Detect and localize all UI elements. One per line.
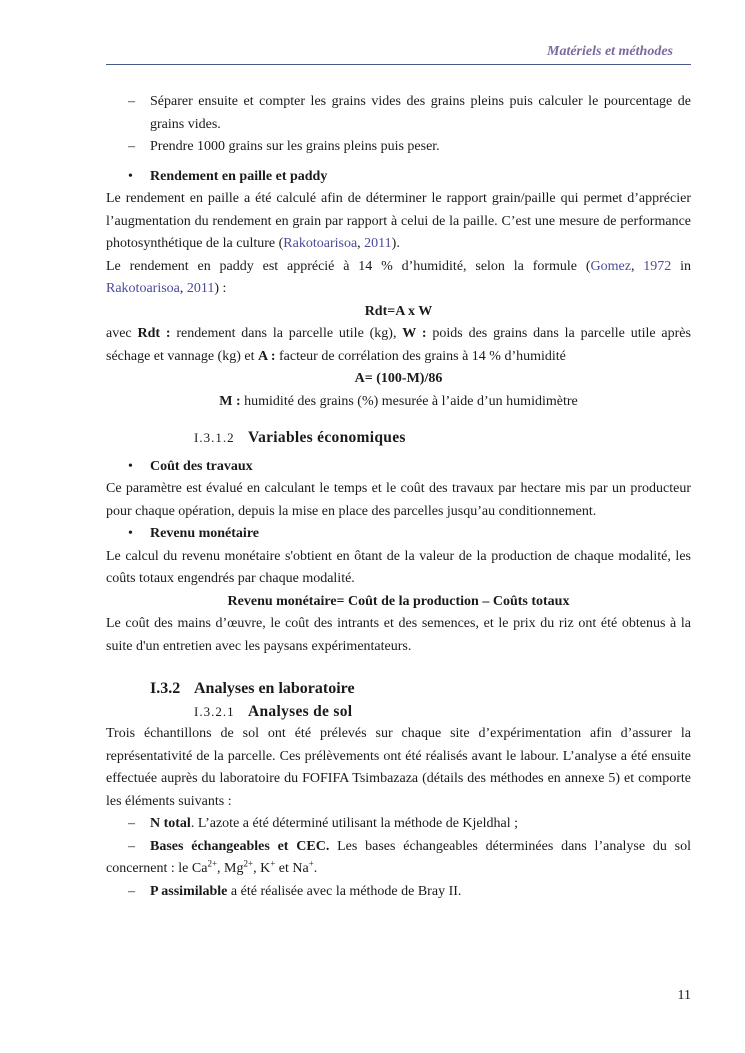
section-number: I.3.2.1: [194, 703, 235, 719]
paragraph-sol: Trois échantillons de sol ont été prélevés sur chaque site d’expérimentation afin d’assurer la représentativité de la parcelle. Ces prélèvements ont été réalisés avant le labour. L’analyse a été ensuite effectuée auprès du laboratoire du FOFIFA Tsimbazaza (détails des méthodes en annexe 5) et comporte les éléments suivants :: [106, 726, 691, 809]
section-title: Variables économiques: [248, 429, 406, 446]
citation-year[interactable]: 2011: [186, 281, 215, 296]
section-number: I.3.1.2: [194, 430, 235, 445]
dash-icon: –: [128, 94, 135, 109]
text-fragment: et Na: [275, 861, 309, 876]
text-fragment: ).: [391, 236, 400, 251]
list-item-dash: [106, 136, 691, 159]
text-fragment: .: [313, 861, 318, 876]
bullet-heading: [106, 166, 691, 189]
paragraph-paille: [106, 188, 691, 256]
dash-icon: –: [128, 883, 135, 899]
bullet-icon: •: [128, 526, 133, 541]
dash-icon: –: [128, 838, 135, 854]
citation-link[interactable]: Gomez: [590, 258, 631, 274]
paragraph-text: Le rendement en paddy est apprécié à 14 % d’humidité, selon la formule (: [106, 258, 591, 274]
bullet-heading: [106, 523, 691, 546]
variable-m-definition: [106, 391, 691, 414]
citation-link[interactable]: Rakotoarisoa: [283, 236, 358, 251]
paragraph-paddy: [106, 256, 691, 301]
text-fragment: in: [671, 258, 692, 274]
list-item-label: Bases échangeables et CEC.: [150, 838, 330, 854]
superscript: +: [308, 858, 314, 869]
text-fragment: ,: [357, 236, 365, 251]
dash-icon: –: [128, 139, 135, 154]
variable-label: W :: [402, 326, 427, 341]
list-item-dash: [106, 881, 691, 904]
list-item-label: N total: [150, 816, 191, 831]
variable-label: M :: [219, 393, 241, 409]
text-fragment: ) :: [214, 281, 227, 296]
formula-rdt: Rdt=A x W: [364, 303, 433, 319]
superscript: 2+: [243, 858, 254, 869]
list-item-text: . L’azote a été déterminé utilisant la méthode de Kjeldhal ;: [190, 816, 519, 831]
bullet-heading-text: Revenu monétaire: [150, 526, 259, 541]
bullet-icon: •: [128, 458, 133, 474]
page-header: [106, 44, 691, 65]
citation-year[interactable]: 2011: [364, 236, 392, 251]
text-fragment: poids des grains dans la parcelle utile après séchage et vannage (kg) et: [106, 326, 691, 364]
list-item-dash-wrap: [106, 836, 691, 881]
header-title: Matériels et méthodes: [547, 44, 673, 59]
list-item-text: Les bases échangeables déterminées dans l’analyse du sol concernent : le Ca: [106, 838, 692, 876]
text-fragment: humidité des grains (%) mesurée à l’aide d’un humidimètre: [240, 393, 578, 409]
section-heading-1312: [106, 427, 691, 450]
variable-label: Rdt :: [137, 326, 171, 341]
bullet-icon: •: [128, 168, 133, 184]
paragraph-revenu: Le calcul du revenu monétaire s'obtient en ôtant de la valeur de la production de chaque modalité, les coûts totaux engendrés par chaque modalité.: [106, 548, 691, 586]
text-fragment: facteur de corrélation des grains à 14 % d’humidité: [275, 348, 566, 364]
text-fragment: , K: [253, 861, 271, 876]
list-item-text: Prendre 1000 grains sur les grains pleins puis peser.: [150, 139, 440, 154]
paragraph-variables: [106, 323, 691, 368]
page-number: 11: [677, 988, 691, 1003]
citation-year[interactable]: 1972: [643, 258, 672, 274]
list-item-text: a été réalisée avec la méthode de Bray II.: [227, 883, 462, 899]
text-fragment: , Mg: [217, 861, 244, 876]
section-title: Analyses de sol: [248, 702, 353, 720]
list-item-dash: [106, 813, 691, 836]
section-heading-1321: [106, 701, 691, 724]
text-fragment: ,: [630, 258, 644, 274]
document-body: [106, 91, 691, 903]
bullet-heading-text: Coût des travaux: [150, 458, 253, 474]
citation-link[interactable]: Rakotoarisoa: [106, 281, 180, 296]
variable-label: A :: [257, 348, 276, 364]
paragraph-cout: Ce paramètre est évalué en calculant le temps et le coût des travaux par hectare mis par un producteur pour chaque opération, depuis la mise en place des parcelles jusqu’au conditionnement.: [106, 481, 691, 519]
list-item-text: Séparer ensuite et compter les grains vides des grains pleins puis calculer le pourcentage de grains vides.: [150, 94, 691, 132]
section-heading-132: [106, 678, 691, 701]
text-fragment: rendement dans la parcelle utile (kg),: [170, 326, 403, 341]
section-title: Analyses en laboratoire: [194, 680, 355, 697]
dash-icon: –: [128, 816, 135, 831]
superscript: 2+: [207, 858, 218, 869]
paragraph-text: Le rendement en paille a été calculé afin de déterminer le rapport grain/paille qui permet d’apprécier l’augmentation du rendement en grain par rapport à celui de la paille. C’est une mesure de performance photosynthétique de la culture (: [106, 191, 691, 251]
bullet-heading: [106, 456, 691, 479]
text-fragment: ,: [179, 281, 187, 296]
list-item-dash: [106, 91, 691, 136]
paragraph-mains: Le coût des mains d’œuvre, le coût des intrants et des semences, et le prix du riz ont été obtenus à la suite d'un entretien avec les paysans expérimentateurs.: [106, 616, 691, 654]
formula-revenu: Revenu monétaire= Coût de la production – Coûts totaux: [227, 593, 570, 609]
formula-a: A= (100-M)/86: [354, 371, 443, 386]
superscript: +: [270, 858, 276, 869]
bullet-heading-text: Rendement en paille et paddy: [150, 168, 328, 184]
section-number: I.3.2: [150, 680, 181, 697]
list-item-label: P assimilable: [150, 883, 228, 899]
text-fragment: avec: [106, 326, 138, 341]
